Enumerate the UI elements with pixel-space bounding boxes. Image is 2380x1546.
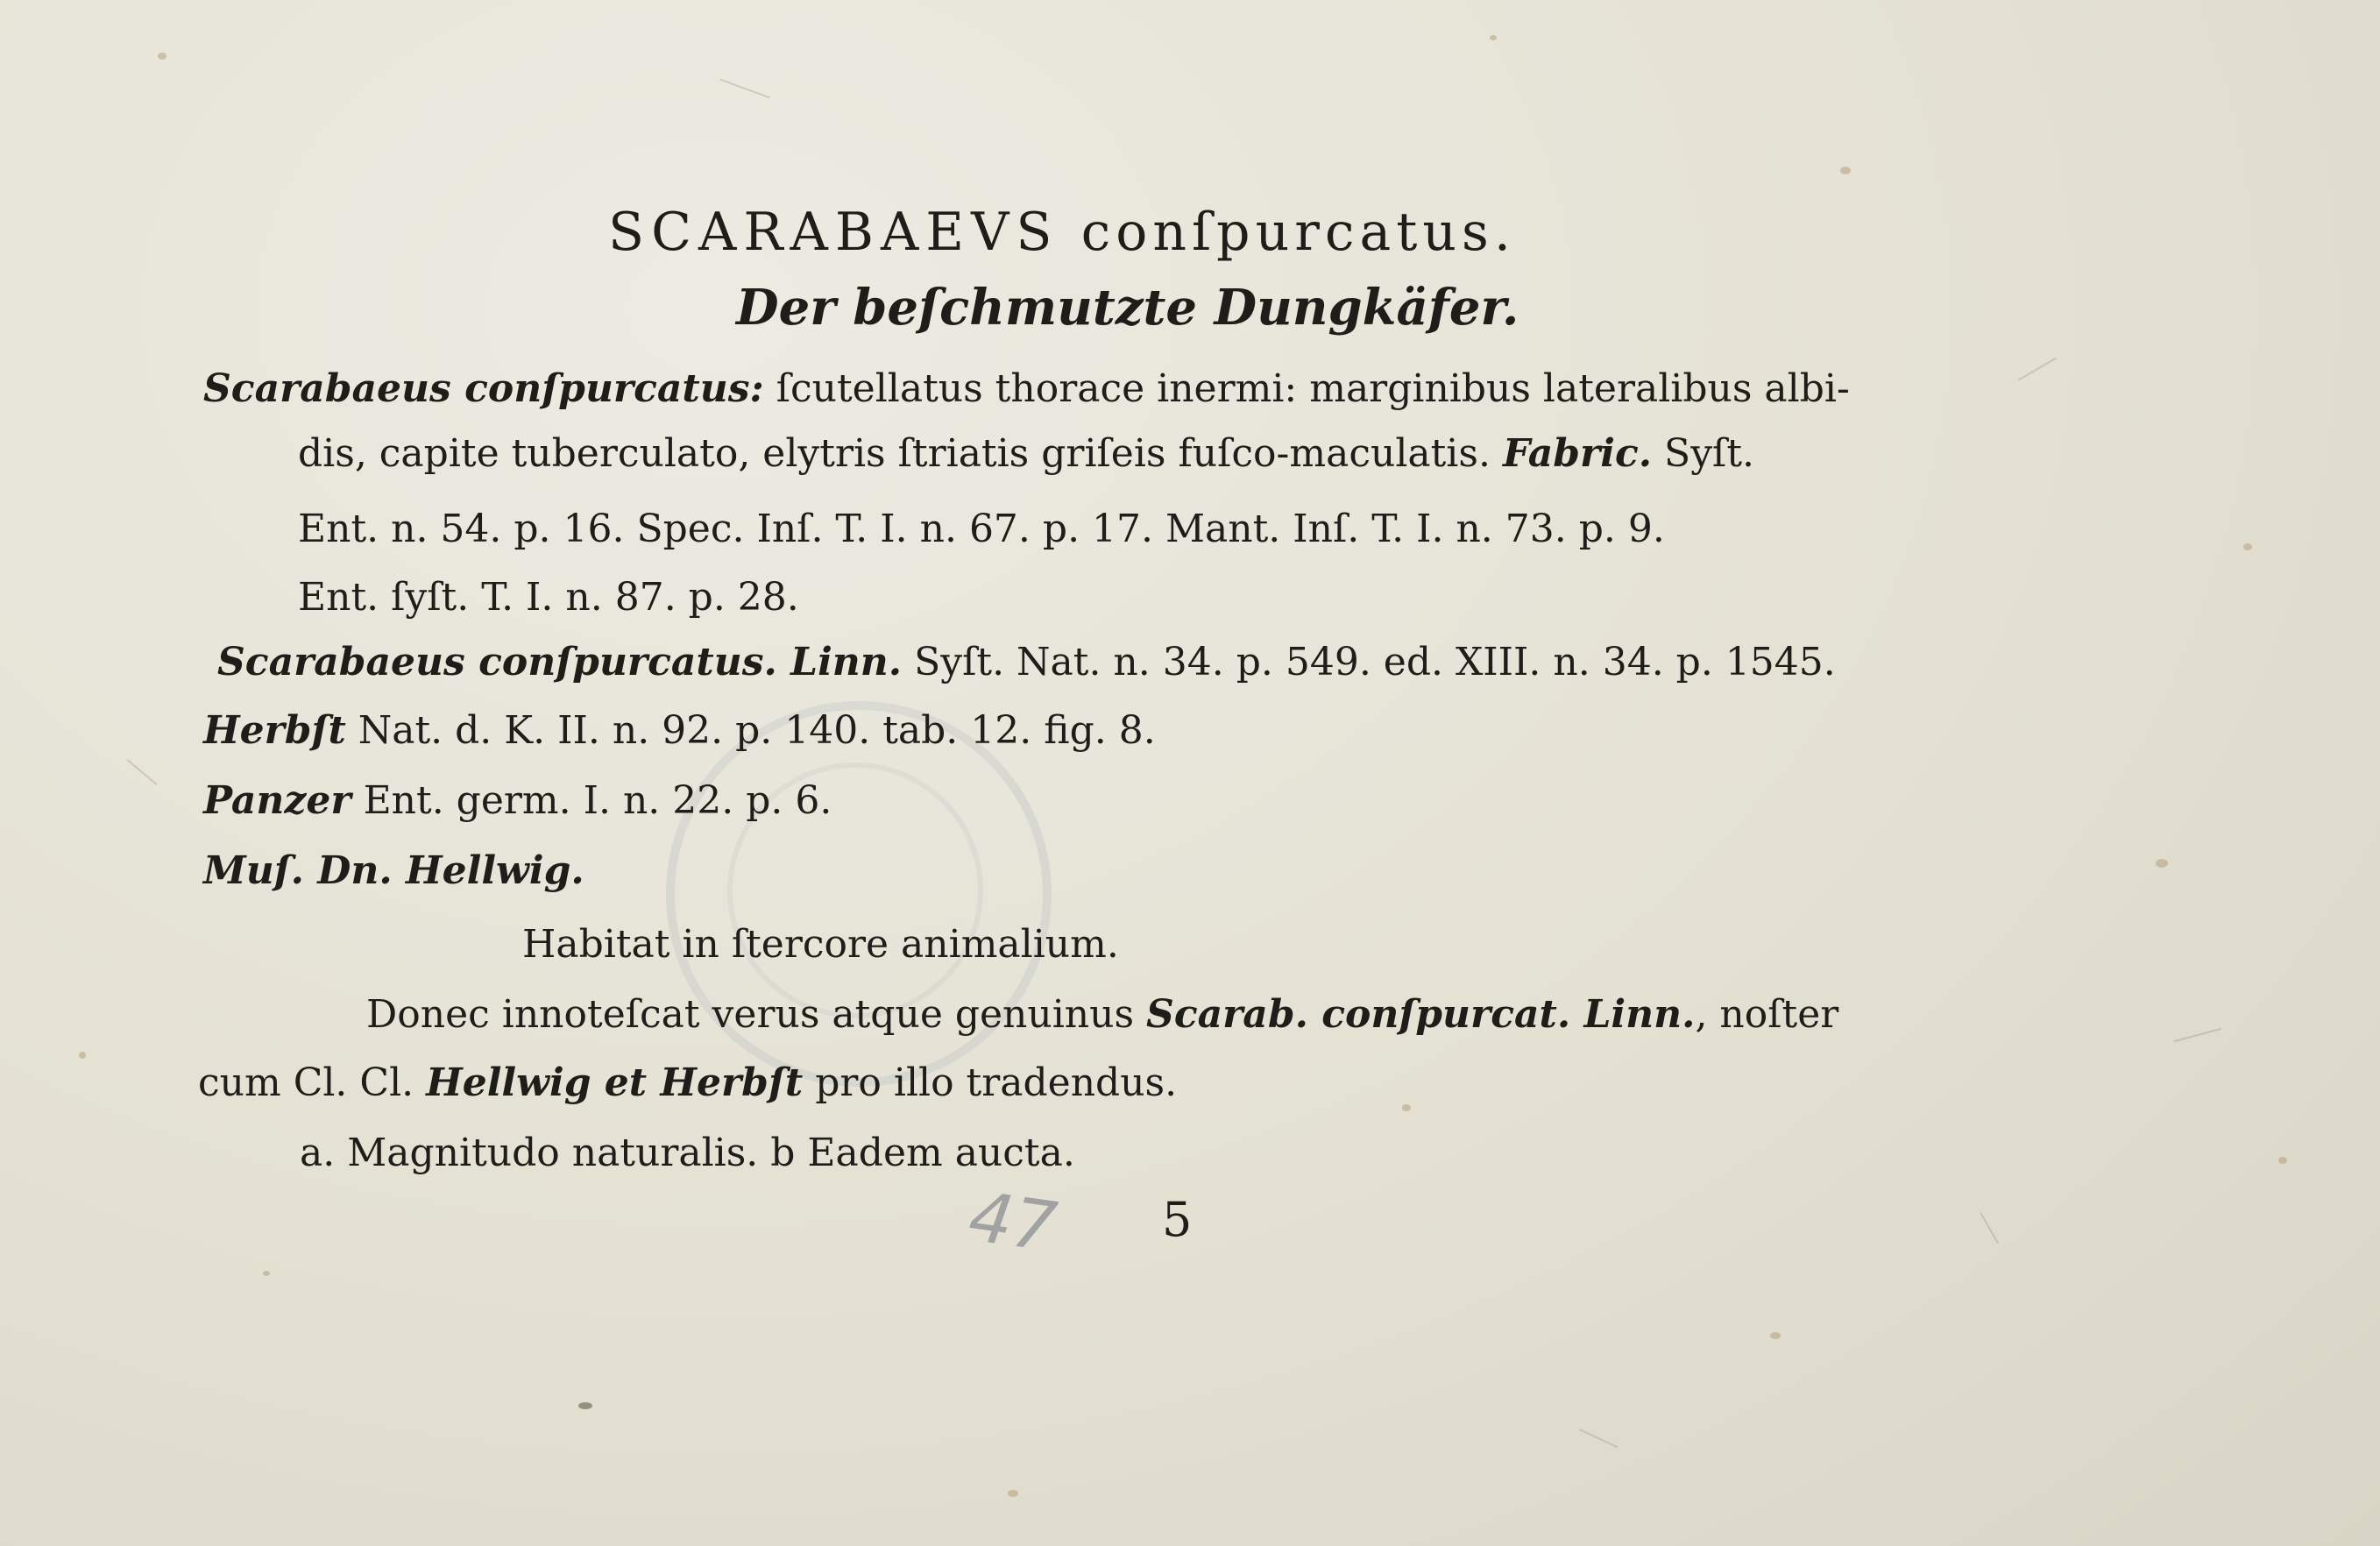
entry-line-6-text: Nat. d. K. II. n. 92. p. 140. tab. 12. fig. 8.	[345, 708, 1156, 753]
entry-line-5-italic: Scarabaeus conſpurcatus.	[217, 640, 777, 684]
entry-line-7-italic: Panzer	[203, 778, 351, 823]
pencil-annotation: 47	[964, 1177, 1062, 1268]
note-line-1-end: , noſter	[1695, 992, 1839, 1037]
page-number: 5	[1162, 1192, 1193, 1247]
note-line-2-text: cum Cl. Cl.	[198, 1060, 427, 1105]
entry-line-1-italic: Scarabaeus conſpurcatus:	[203, 366, 764, 411]
note-line-2-italic: Hellwig et Herbſt	[426, 1060, 804, 1105]
entry-line-6	[203, 708, 1156, 753]
entry-line-6-italic: Herbſt	[203, 708, 346, 753]
note-line-1-text: Donec innoteſcat verus atque genuinus	[366, 992, 1147, 1037]
entry-line-2-text2: Syſt.	[1652, 431, 1755, 476]
title-species: conſpurcatus.	[1080, 202, 1516, 263]
entry-line-5-text: Syſt. Nat. n. 34. p. 549. ed. XIII. n. 34. p. 1545.	[902, 640, 1836, 684]
page-subtitle: Der beſchmutzte Dungkäfer.	[736, 279, 1519, 337]
note-line-2-end: pro illo tradendus.	[803, 1060, 1178, 1105]
entry-line-2-italic: Fabric.	[1502, 431, 1653, 476]
page-title	[608, 202, 1516, 263]
entry-line-7-text: Ent. germ. I. n. 22. p. 6.	[351, 778, 832, 823]
entry-line-4: Ent. ſyſt. T. I. n. 87. p. 28.	[298, 575, 799, 620]
title-genus: SCARABAEVS	[608, 202, 1059, 263]
entry-line-7	[203, 778, 832, 823]
note-line-1	[366, 992, 1838, 1037]
note-line-1-italic: Scarab. conſpurcat. Linn.	[1146, 992, 1696, 1037]
entry-line-5	[217, 640, 1836, 684]
entry-line-3: Ent. n. 54. p. 16. Spec. Inſ. T. I. n. 67. p. 17. Mant. Inſ. T. I. n. 73. p. 9.	[298, 507, 1665, 551]
entry-line-1-text: ſcutellatus thorace inermi: marginibus lateralibus albi-	[763, 366, 1850, 411]
note-line-2	[198, 1060, 1177, 1105]
entry-line-2-text: dis, capite tuberculato, elytris ſtriatis griſeis fuſco-maculatis.	[298, 431, 1503, 476]
entry-line-5-italic2: Linn.	[776, 640, 903, 684]
figure-legend: a. Magnitudo naturalis. b Eadem aucta.	[300, 1131, 1075, 1175]
entry-line-1	[203, 366, 1850, 411]
entry-line-8-italic: Muſ. Dn. Hellwig.	[203, 848, 584, 893]
habitat-line: Habitat in ſtercore animalium.	[522, 922, 1119, 967]
entry-line-8	[203, 848, 584, 893]
entry-line-2	[298, 431, 1754, 476]
